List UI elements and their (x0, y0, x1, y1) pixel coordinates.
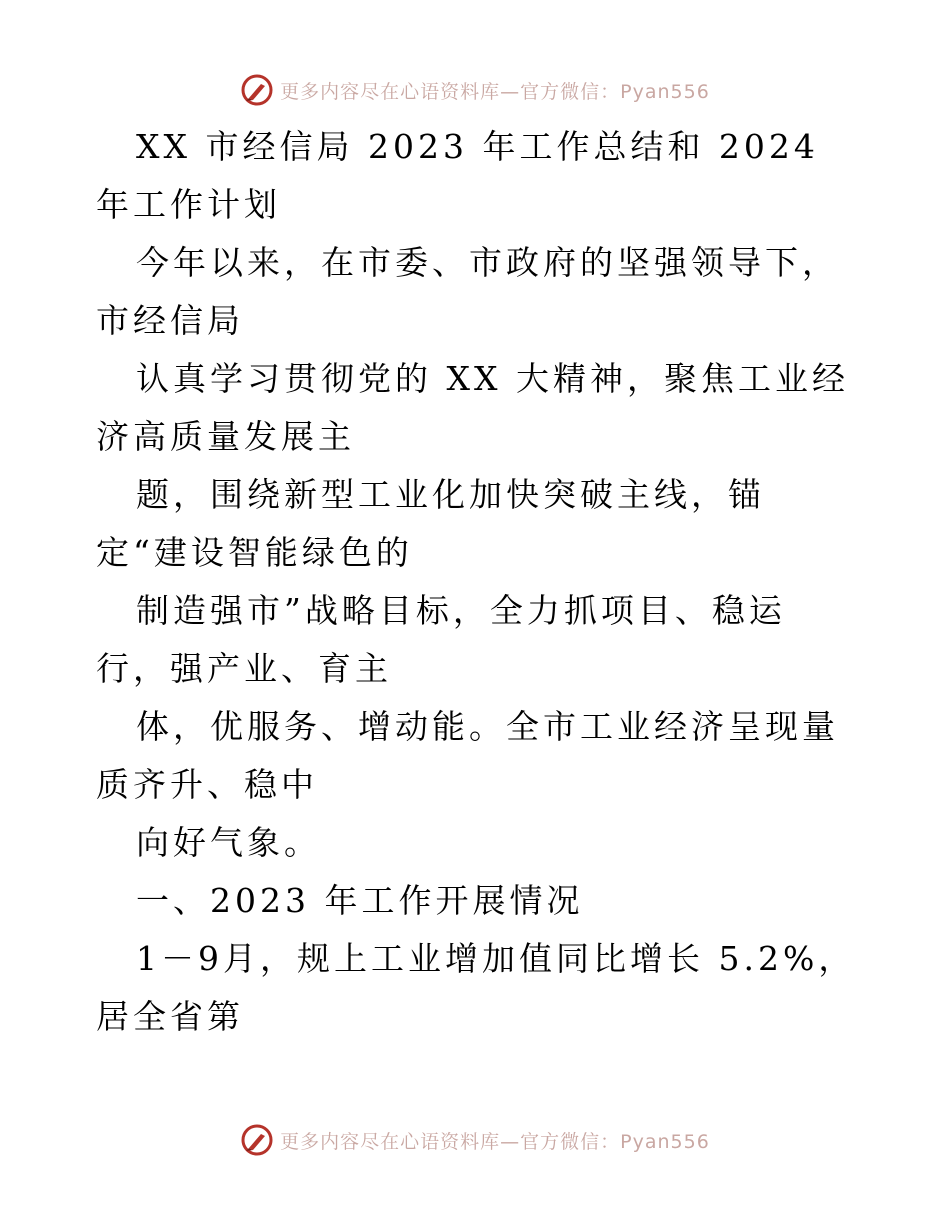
document-body (96, 118, 856, 1046)
header-watermark (0, 70, 950, 110)
paragraph: 认真学习贯彻党的 XX 大精神，聚焦工业经济高质量发展主 (96, 359, 849, 456)
paragraph: 制造强市”战略目标，全力抓项目、稳运行，强产业、育主 (96, 591, 786, 688)
section-heading: 一、2023 年工作开展情况 (136, 881, 584, 920)
paragraph: 1－9月，规上工业增加值同比增长 5.2%，居全省第 (96, 939, 856, 1036)
paragraph: 今年以来，在市委、市政府的坚强领导下，市经信局 (96, 243, 839, 340)
pen-circle-logo-icon (240, 73, 274, 107)
document-title: XX 市经信局 2023 年工作总结和 2024 年工作计划 (96, 127, 819, 224)
pen-circle-logo-icon (240, 1123, 274, 1157)
watermark-text: 更多内容尽在心语资料库—官方微信：Pyan556 (280, 80, 710, 103)
footer-watermark (0, 1120, 950, 1160)
paragraph: 体，优服务、增动能。全市工业经济呈现量质齐升、稳中 (96, 707, 839, 804)
watermark-text: 更多内容尽在心语资料库—官方微信：Pyan556 (280, 1130, 710, 1153)
paragraph: 题，围绕新型工业化加快突破主线，锚定“建设智能绿色的 (96, 475, 765, 572)
paragraph: 向好气象。 (136, 823, 321, 862)
